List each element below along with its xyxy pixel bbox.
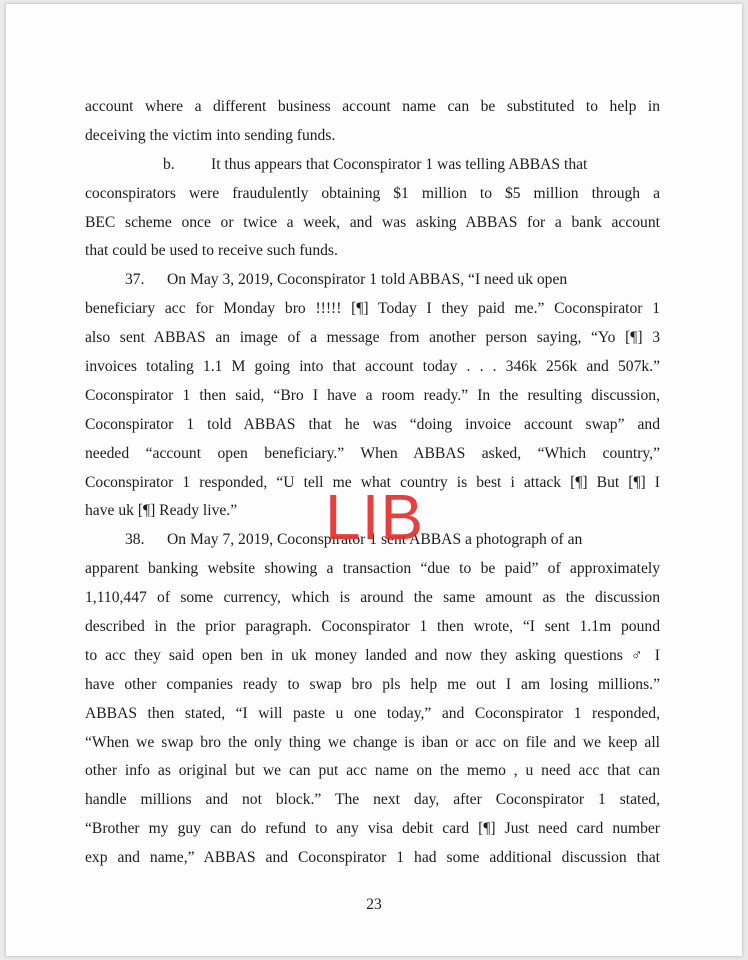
text-line: that could be used to receive such funds. [85,242,338,260]
text-line: Coconspirator 1 told ABBAS that he was “doing invoice account swap” and [85,415,660,433]
text-line: deceiving the victim into sending funds. [85,126,336,144]
text-line: Coconspirator 1 responded, “U tell me what country is best i attack [¶] But [¶] I [85,473,660,491]
text-line: coconspirators were fraudulently obtaining $1 million to $5 million through a [85,184,660,202]
text-line: invoices totaling 1.1 M going into that account today . . . 346k 256k and 507k.” [85,358,660,376]
text-line: BEC scheme once or twice a week, and was asking ABBAS for a bank account [85,213,660,231]
paragraph-number: 38. [125,531,145,549]
text-line: also sent ABBAS an image of a message from another person saying, “Yo [¶] 3 [85,329,660,347]
paragraph-37-line [85,266,660,295]
text-line: to acc they said open ben in uk money landed and now they asking questions ♂ I [85,646,660,664]
text-line: Coconspirator 1 then said, “Bro I have a room ready.” In the resulting discussion, [85,386,660,404]
text-line: other info as original but we can put acc name on the memo , u need acc that can [85,762,660,780]
text-line: “Brother my guy can do refund to any visa debit card [¶] Just need card number [85,820,660,838]
paragraph-number: 37. [125,271,145,289]
page-number: 23 [366,896,382,913]
text-line: have uk [¶] Ready live.” [85,502,238,520]
text-line: apparent banking website showing a transaction “due to be paid” of approximately [85,560,660,578]
text-line: account where a different business account name can be substituted to help in [85,98,660,115]
text-line: It thus appears that Coconspirator 1 was telling ABBAS that [211,155,588,173]
text-line: On May 3, 2019, Coconspirator 1 told ABBAS, “I need uk open [167,271,568,289]
text-line: exp and name,” ABBAS and Coconspirator 1 had some additional discussion that [85,849,660,867]
text-line: 1,110,447 of some currency, which is around the same amount as the discussion [85,589,660,607]
text-line: On May 7, 2019, Coconspirator 1 sent ABBAS a photograph of an [167,531,583,549]
lib-watermark: LIB [325,481,425,553]
text-line: beneficiary acc for Monday bro !!!!! [¶] Today I they paid me.” Coconspirator 1 [85,300,660,318]
text-line: handle millions and not block.” The next day, after Coconspirator 1 stated, [85,791,660,809]
subparagraph-label: b. [163,155,175,173]
text-line: “When we swap bro the only thing we change is iban or acc on file and we keep all [85,733,660,751]
text-line: ABBAS then stated, “I will paste u one today,” and Coconspirator 1 responded, [85,704,660,722]
text-line: needed “account open beneficiary.” When ABBAS asked, “Which country,” [85,444,660,462]
text-line: have other companies ready to swap bro pls help me out I am losing millions.” [85,675,660,693]
text-line: described in the prior paragraph. Coconspirator 1 then wrote, “I sent 1.1m pound [85,618,660,636]
subparagraph-b-line [85,151,660,180]
